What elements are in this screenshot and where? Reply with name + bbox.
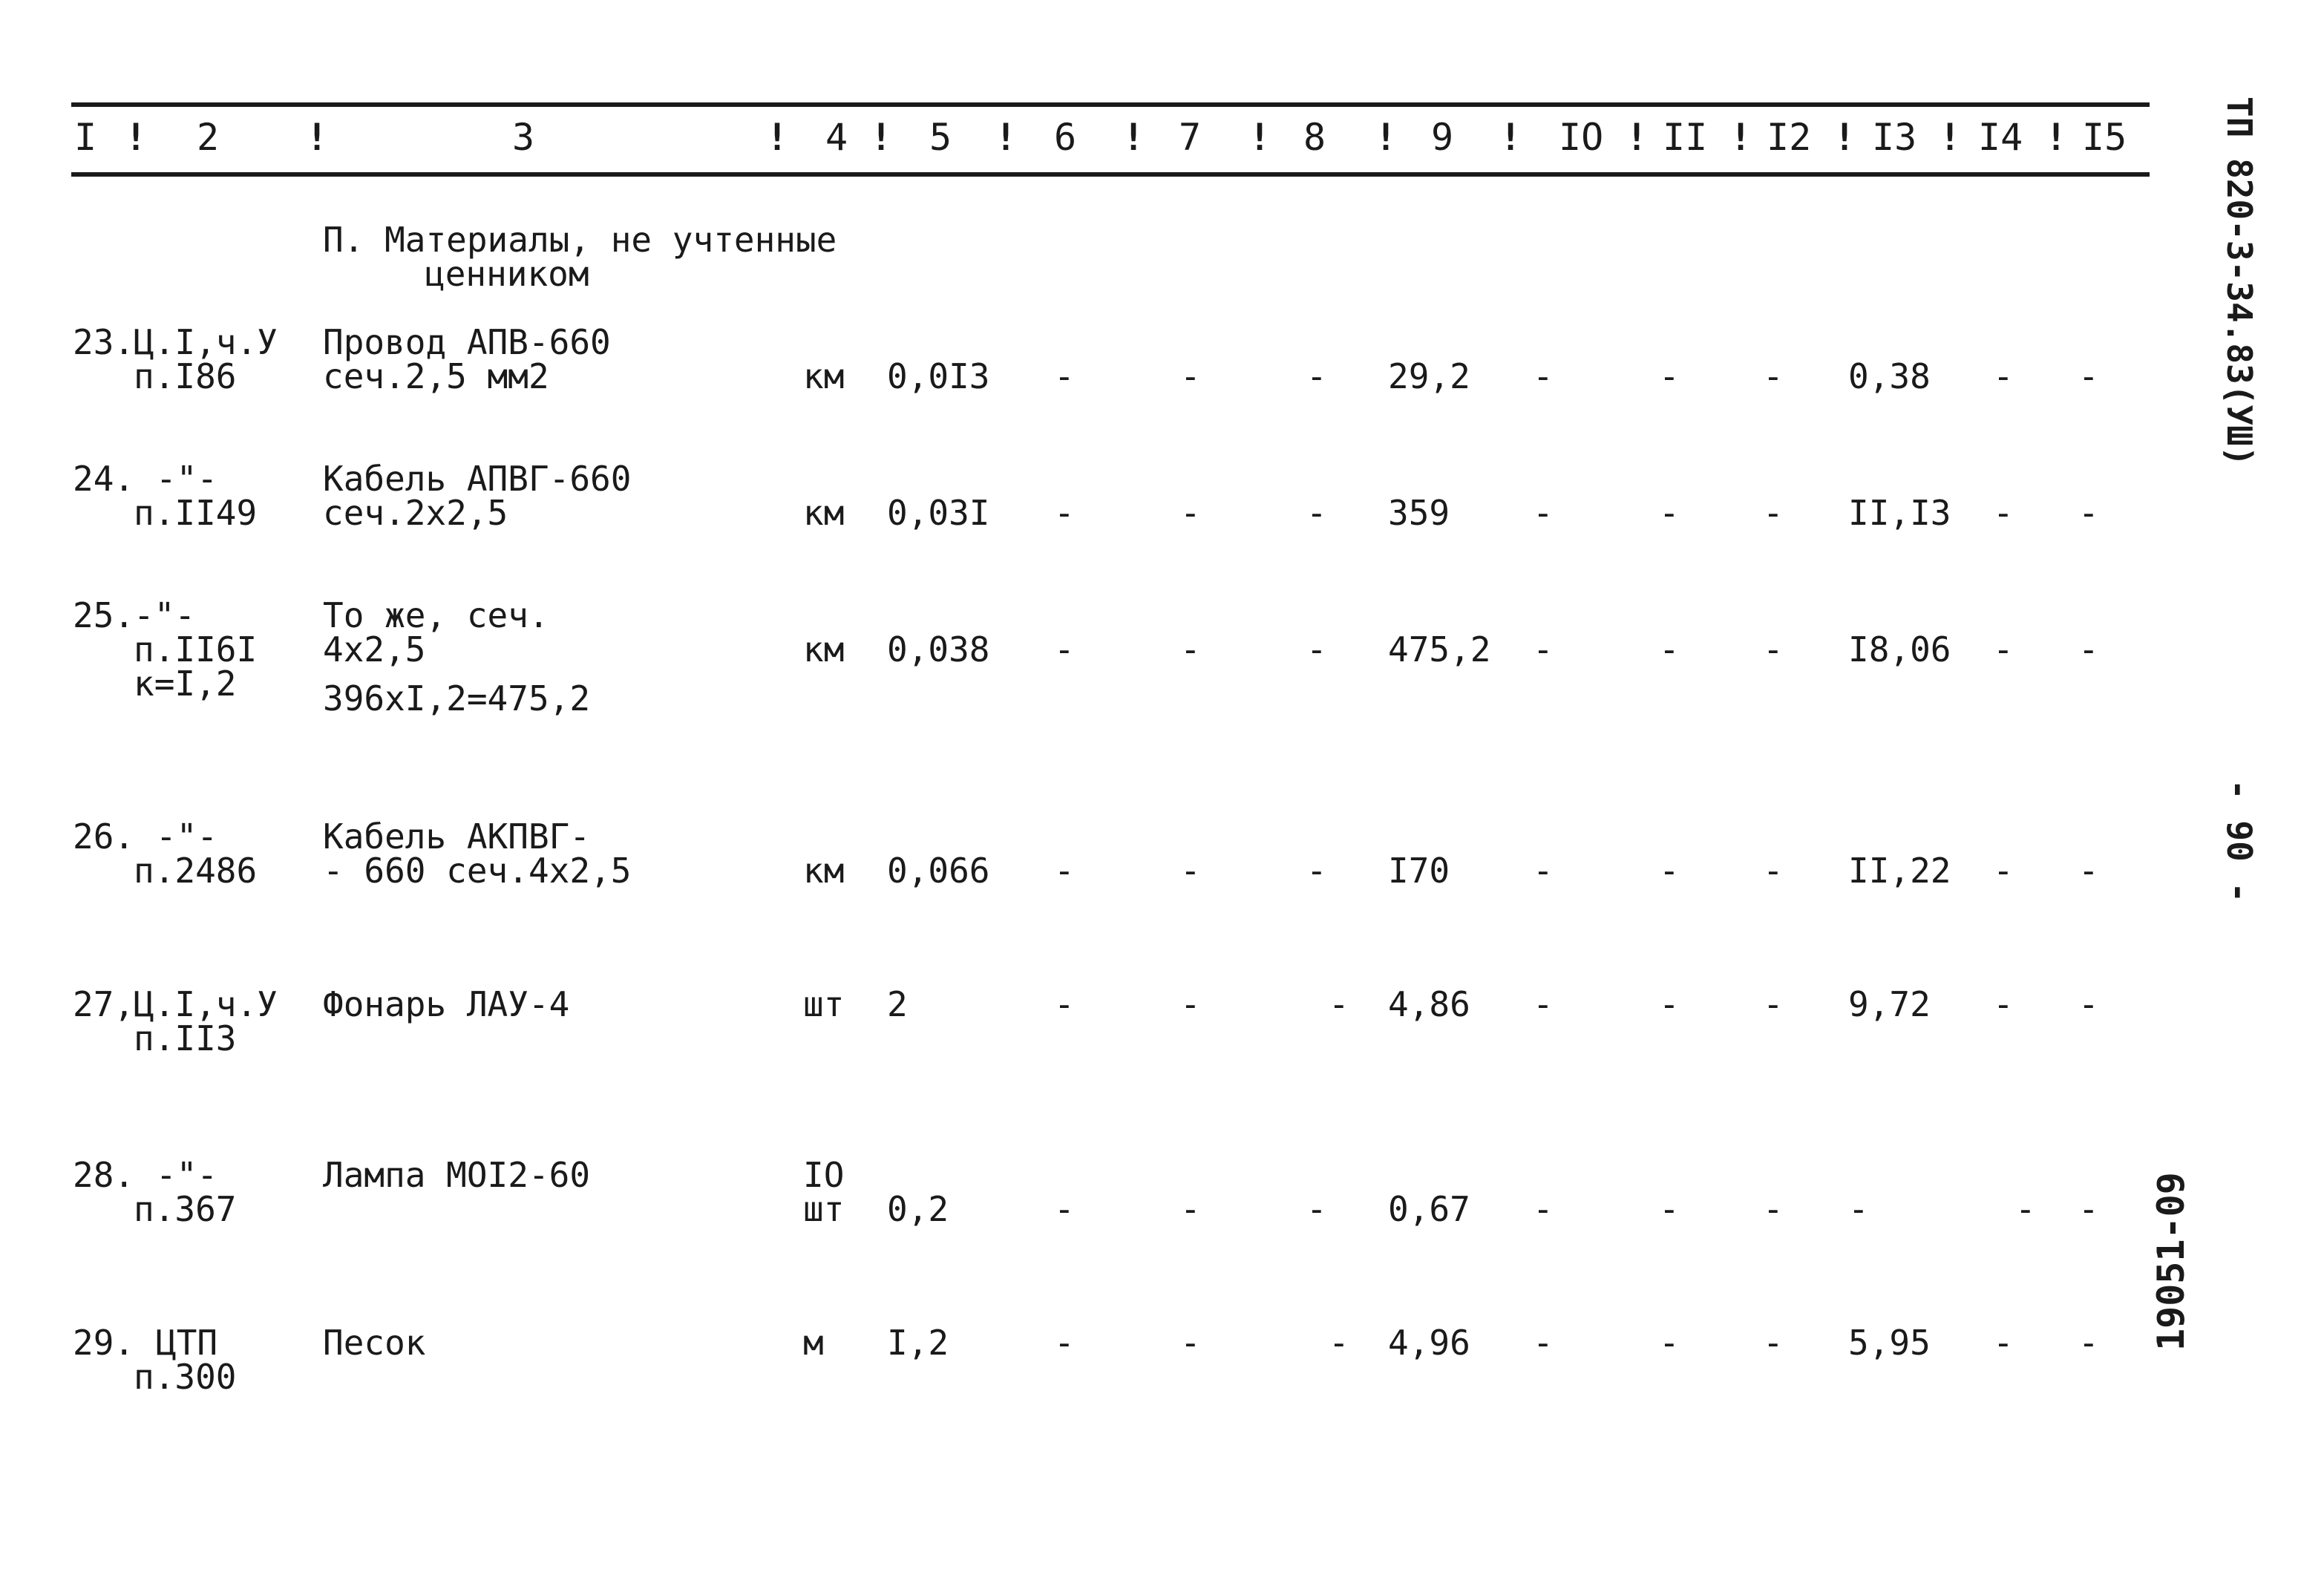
row-number: 26. xyxy=(73,816,135,857)
cell-col12: - xyxy=(1763,493,1784,533)
row-name: 4х2,5 xyxy=(323,629,426,669)
cell-col7: - xyxy=(1180,851,1201,891)
page-number: - 90 - xyxy=(2219,779,2259,903)
row-name: Лампа МОI2-60 xyxy=(323,1155,591,1195)
row-unit: шт xyxy=(803,984,845,1024)
col-header: I xyxy=(74,116,97,159)
row-reference: -"- xyxy=(156,1155,218,1195)
header-separator: ! xyxy=(1939,116,1962,159)
cell-col8: - xyxy=(1306,1189,1327,1229)
cell-col8: - xyxy=(1306,629,1327,669)
cell-col9: 4,86 xyxy=(1388,984,1470,1024)
header-separator: ! xyxy=(766,116,789,159)
header-separator: ! xyxy=(1375,116,1398,159)
row-reference: ЦТП xyxy=(156,1323,218,1363)
cell-col14: - xyxy=(1993,356,2014,396)
section-title-line: ценником xyxy=(425,254,589,294)
cell-col6: - xyxy=(1054,1189,1075,1229)
col-header: 7 xyxy=(1179,116,1202,159)
cell-col8: - xyxy=(1306,356,1327,396)
col-header: 5 xyxy=(929,116,952,159)
cell-col11: - xyxy=(1659,984,1680,1024)
cell-col15: - xyxy=(2078,493,2099,533)
row-unit: км xyxy=(803,356,845,396)
row-unit: шт xyxy=(803,1189,845,1229)
header-separator: ! xyxy=(1833,116,1856,159)
cell-col6: - xyxy=(1054,629,1075,669)
cell-col8: - xyxy=(1306,493,1327,533)
cell-col11: - xyxy=(1659,1189,1680,1229)
col-header: I5 xyxy=(2082,116,2127,159)
row-name: Кабель АКПВГ- xyxy=(323,816,591,857)
cell-col10: - xyxy=(1533,851,1554,891)
cell-col11: - xyxy=(1659,356,1680,396)
header-separator: ! xyxy=(1122,116,1145,159)
cell-col9: 359 xyxy=(1388,493,1450,533)
header-separator: ! xyxy=(870,116,893,159)
row-number: 25. xyxy=(73,595,135,635)
cell-col10: - xyxy=(1533,629,1554,669)
header-separator: ! xyxy=(1248,116,1271,159)
cell-col6: - xyxy=(1054,1323,1075,1363)
cell-col13: I8,06 xyxy=(1848,629,1951,669)
row-reference: п.300 xyxy=(134,1357,237,1397)
row-name: сеч.2х2,5 xyxy=(323,493,508,533)
cell-col14: - xyxy=(1993,1323,2014,1363)
cell-col5: 0,038 xyxy=(887,629,990,669)
row-unit: км xyxy=(803,493,845,533)
cell-col7: - xyxy=(1180,1323,1201,1363)
cell-col15: - xyxy=(2078,629,2099,669)
cell-col6: - xyxy=(1054,356,1075,396)
cell-col8: - xyxy=(1329,984,1349,1024)
row-number: 24. xyxy=(73,459,135,499)
cell-col7: - xyxy=(1180,1189,1201,1229)
row-name: Фонарь ЛАУ-4 xyxy=(323,984,570,1024)
row-reference: п.II6I xyxy=(134,629,258,669)
col-header: 6 xyxy=(1054,116,1077,159)
col-header: II xyxy=(1663,116,1708,159)
row-name: То же, сеч. xyxy=(323,595,549,635)
header-separator: ! xyxy=(125,116,148,159)
cell-col11: - xyxy=(1659,493,1680,533)
cell-col9: 0,67 xyxy=(1388,1189,1470,1229)
sheet-number: 19051-09 xyxy=(2150,1172,2193,1351)
header-separator: ! xyxy=(995,116,1018,159)
row-number: 28. xyxy=(73,1155,135,1195)
cell-col5: 2 xyxy=(887,984,908,1024)
cell-col5: 0,2 xyxy=(887,1189,949,1229)
header-separator: ! xyxy=(1499,116,1522,159)
cell-col13: - xyxy=(1848,1189,1869,1229)
cell-col12: - xyxy=(1763,1189,1784,1229)
cell-col12: - xyxy=(1763,851,1784,891)
cell-col11: - xyxy=(1659,851,1680,891)
row-reference: п.2486 xyxy=(134,851,258,891)
cell-col13: 5,95 xyxy=(1848,1323,1931,1363)
cell-col13: 0,38 xyxy=(1848,356,1931,396)
cell-col15: - xyxy=(2078,1189,2099,1229)
row-number: 23. xyxy=(73,322,135,362)
cell-col13: II,I3 xyxy=(1848,493,1951,533)
section-title-line: П. Материалы, не учтенные xyxy=(323,220,837,260)
cell-col13: 9,72 xyxy=(1848,984,1931,1024)
cell-col8: - xyxy=(1329,1323,1349,1363)
row-number: 27, xyxy=(73,984,135,1024)
cell-col6: - xyxy=(1054,851,1075,891)
cell-col14: - xyxy=(1993,629,2014,669)
cell-col9: 475,2 xyxy=(1388,629,1491,669)
cell-col15: - xyxy=(2078,984,2099,1024)
cell-col11: - xyxy=(1659,1323,1680,1363)
cell-col13: II,22 xyxy=(1848,851,1951,891)
col-header: 8 xyxy=(1303,116,1326,159)
row-name: сеч.2,5 мм2 xyxy=(323,356,549,396)
header-separator: ! xyxy=(2045,116,2068,159)
col-header: I3 xyxy=(1872,116,1917,159)
cell-col6: - xyxy=(1054,984,1075,1024)
col-header: 2 xyxy=(197,116,220,159)
cell-col10: - xyxy=(1533,1323,1554,1363)
row-reference: п.I86 xyxy=(134,356,237,396)
cell-col14: - xyxy=(1993,851,2014,891)
row-name: Кабель АПВГ-660 xyxy=(323,459,632,499)
cell-col7: - xyxy=(1180,984,1201,1024)
cell-col5: I,2 xyxy=(887,1323,949,1363)
cell-col12: - xyxy=(1763,1323,1784,1363)
cell-col5: 0,0I3 xyxy=(887,356,990,396)
row-name: 396хI,2=475,2 xyxy=(323,678,591,718)
row-name: Провод АПВ-660 xyxy=(323,322,611,362)
col-header: 4 xyxy=(825,116,848,159)
cell-col8: - xyxy=(1306,851,1327,891)
row-unit: км xyxy=(803,851,845,891)
cell-col6: - xyxy=(1054,493,1075,533)
cell-col15: - xyxy=(2078,356,2099,396)
header-separator: ! xyxy=(1729,116,1752,159)
cell-col9: I70 xyxy=(1388,851,1450,891)
row-reference: к=I,2 xyxy=(134,664,237,704)
row-reference: п.II3 xyxy=(134,1018,237,1058)
cell-col10: - xyxy=(1533,493,1554,533)
cell-col10: - xyxy=(1533,356,1554,396)
col-header: 3 xyxy=(512,116,535,159)
row-reference: Ц.I,ч.У xyxy=(134,984,278,1024)
cell-col12: - xyxy=(1763,629,1784,669)
cell-col11: - xyxy=(1659,629,1680,669)
row-number: 29. xyxy=(73,1323,135,1363)
cell-col12: - xyxy=(1763,356,1784,396)
cell-col9: 29,2 xyxy=(1388,356,1470,396)
document-code: ТП 820-3-34.83(УШ) xyxy=(2219,96,2259,467)
row-reference: п.367 xyxy=(134,1189,237,1229)
cell-col15: - xyxy=(2078,851,2099,891)
cell-col7: - xyxy=(1180,356,1201,396)
cell-col5: 0,03I xyxy=(887,493,990,533)
col-header: I4 xyxy=(1978,116,2023,159)
cell-col9: 4,96 xyxy=(1388,1323,1470,1363)
row-reference: -"- xyxy=(156,816,218,857)
cell-col14: - xyxy=(1993,984,2014,1024)
header-separator: ! xyxy=(306,116,329,159)
row-reference: -"- xyxy=(134,595,196,635)
cell-col14: - xyxy=(1993,493,2014,533)
cell-col7: - xyxy=(1180,629,1201,669)
row-unit: IO xyxy=(803,1155,845,1195)
col-header: IO xyxy=(1559,116,1604,159)
cell-col12: - xyxy=(1763,984,1784,1024)
row-unit: км xyxy=(803,629,845,669)
row-reference: п.II49 xyxy=(134,493,258,533)
col-header: I2 xyxy=(1767,116,1812,159)
cell-col5: 0,066 xyxy=(887,851,990,891)
row-name: - 660 сеч.4х2,5 xyxy=(323,851,632,891)
cell-col14: - xyxy=(2015,1189,2036,1229)
cell-col10: - xyxy=(1533,1189,1554,1229)
cell-col10: - xyxy=(1533,984,1554,1024)
header-bottom-rule xyxy=(71,172,2150,177)
row-name: Песок xyxy=(323,1323,426,1363)
col-header: 9 xyxy=(1431,116,1454,159)
row-unit: м xyxy=(803,1323,824,1363)
row-reference: Ц.I,ч.У xyxy=(134,322,278,362)
cell-col15: - xyxy=(2078,1323,2099,1363)
row-reference: -"- xyxy=(156,459,218,499)
header-top-rule xyxy=(71,102,2150,107)
cell-col7: - xyxy=(1180,493,1201,533)
header-separator: ! xyxy=(1626,116,1649,159)
